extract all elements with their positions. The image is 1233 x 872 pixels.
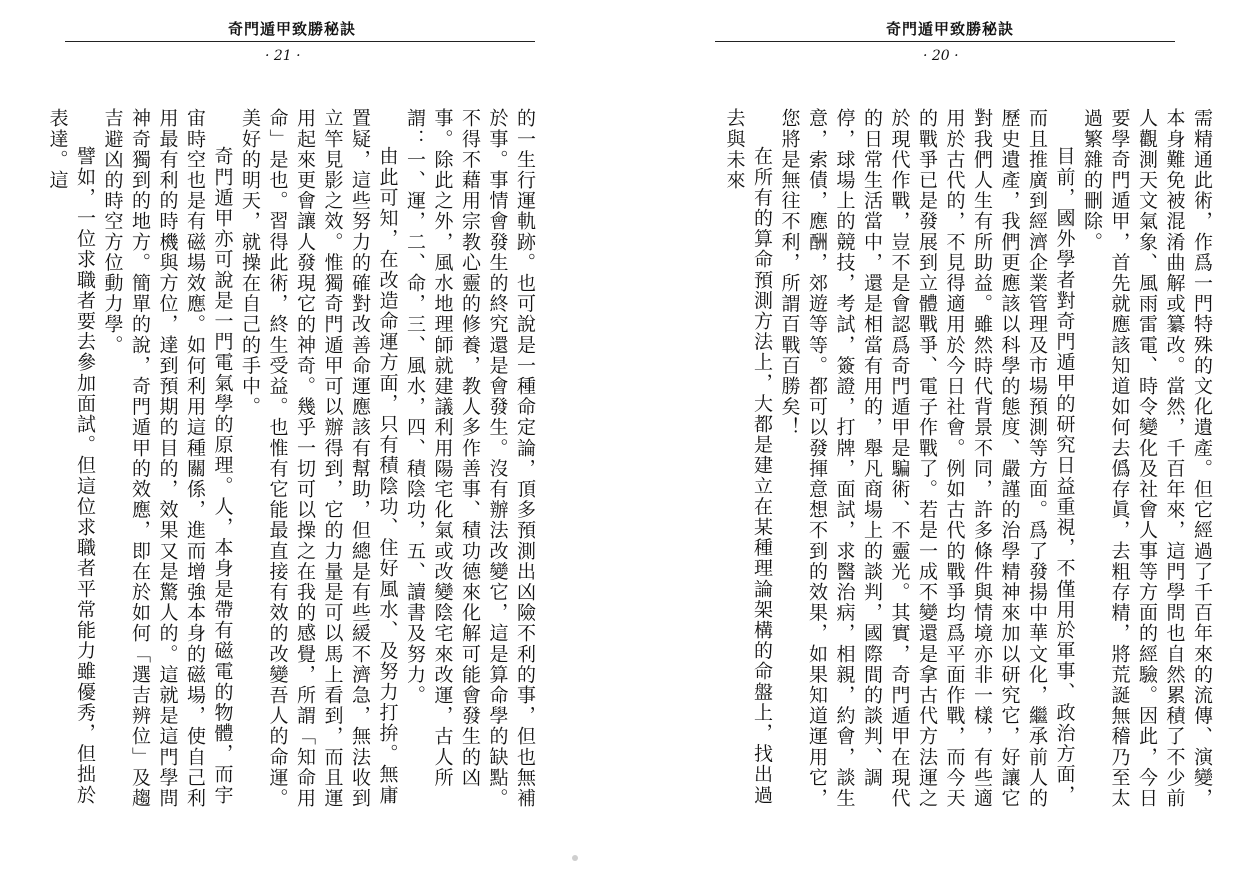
- left-running-header: 奇門遁甲致勝秘訣: [228, 20, 357, 38]
- gutter-mark: [572, 855, 578, 861]
- paragraph: 譬如，一位求職者要去參加面試。但這位求職者平常能力雖優秀，但拙於表達。這: [46, 108, 96, 806]
- paragraph: 需精通此術，作爲一門特殊的文化遺產。但它經過了千百年來的流傳、演變，本身難免被混淆曲解或纂改。當然，千百年來，這門學問也自然累積了不少前人觀測天文氣象、風雨雷電、時令變化及社會人事等方面的經驗。因此，今日要學奇門遁甲，首先就應該知道如何去僞存眞，去粗存精，將荒誕無稽乃至太過繁雜的刪除。: [1081, 108, 1213, 809]
- right-header-rule: [715, 41, 1175, 42]
- left-page-number: · 21 ·: [265, 48, 301, 64]
- right-page-body: [723, 108, 1215, 823]
- paragraph: 目前，國外學者對奇門遁甲的研究日益重視，不僅用於軍事、政治方面，而且推廣到經濟企業管理及市場預測等方面。爲了發揚中華文化，繼承前人的歷史遺產，我們更應該以科學的態度、嚴謹的治學精神來加以研究它，好讓它對我們人生有所助益。雖然時代背景不同，許多條件與情境亦非一樣，有些適用於古代的，不見得適用於今日社會。例如古代的戰爭均爲平面作戰，而今天的戰爭已是發展到立體戰爭、電子作戰了。若是一成不變還是拿古代方法運之於現代作戰，豈不是會認爲奇門遁甲是騙術、不靈光。其實，奇門遁甲在現代的日常生活當中，還是相當有用的，舉凡商場上的談判，國際間的談判、調停，球場上的競技，考試，簽證，打牌，面試，求醫治病，相親，約會，談生意，索債，應酬，郊遊等等。都可以發揮意想不到的效果，如果知道運用它，您將是無往不利，所謂百戰百勝矣！: [778, 108, 1076, 809]
- right-page: [633, 0, 1233, 872]
- paragraph: 的一生行運軌跡。也可說是一種命定論，頂多預測出凶險不利的事，但也無補於事。事情會發生的終究還是會發生。沒有辦法改變它，這是算命學的缺點。不得不藉用宗教心靈的修養，教人多作善事、積功德來化解可能會發生的凶事。除此之外，風水地理師就建議利用陽宅化氣或改變陰宅來改運，古人所謂：一、運，二、命，三、風水，四、積陰功，五、讀書及努力。: [404, 108, 536, 809]
- left-page: [0, 0, 600, 872]
- right-running-header: 奇門遁甲致勝秘訣: [886, 20, 1015, 38]
- left-page-body: [46, 108, 538, 823]
- paragraph: 由此可知，在改造命運方面，只有積陰功、住好風水、及努力打拚。無庸置疑，這些努力的確對改善命運應該有幫助，但總是有些緩不濟急，無法收到立竿見影之效。惟獨奇門遁甲可以辦得到，它的力量是可以馬上看到，而且運用起來更會讓人發現它的神奇。幾乎一切可以操之在我的感覺，所謂「知命用命」是也。習得此術，終生受益。也惟有它能最直接有效的改變吾人的命運。美好的明天，就操在自己的手中。: [239, 108, 399, 809]
- paragraph: 在所有的算命預測方法上，大都是建立在某種理論架構的命盤上，找出過去與未來: [723, 108, 773, 806]
- left-header-rule: [65, 41, 535, 42]
- right-page-number: · 20 ·: [923, 48, 959, 64]
- paragraph: 奇門遁甲亦可說是一門電氣學的原理。人，本身是帶有磁電的物體，而宇宙時空也是有磁場效應。如何利用這種關係，進而增強本身的磁場，使自己利用最有利的時機與方位，達到預期的目的，效果又是驚人的。這就是這門學問神奇獨到的地方。簡單的說，奇門遁甲的效應，即在於如何「選吉辨位」及趨吉避凶的時空方位動力學。: [101, 108, 234, 809]
